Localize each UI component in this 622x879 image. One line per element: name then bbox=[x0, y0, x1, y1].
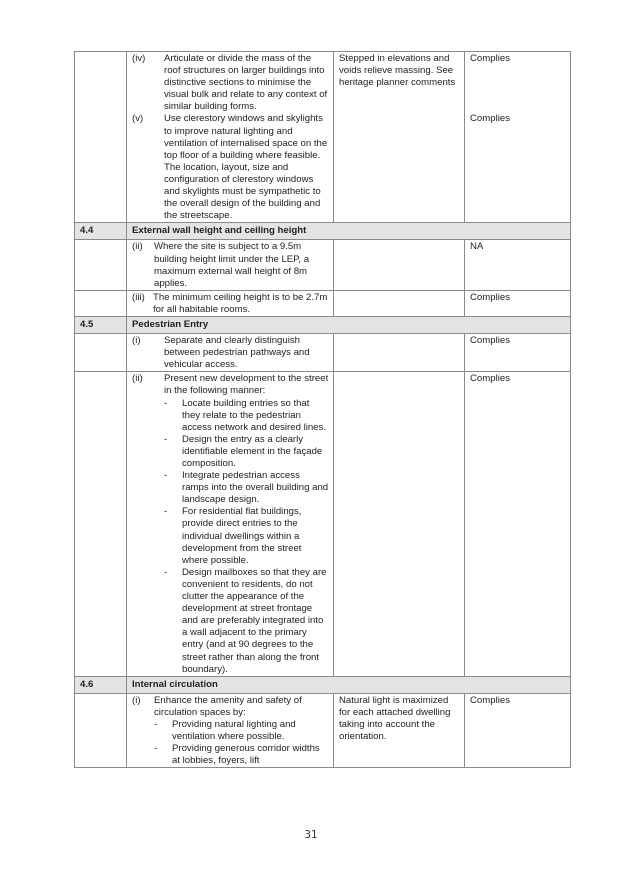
list-item bbox=[132, 53, 329, 113]
status-text: NA bbox=[470, 241, 484, 253]
status-cell bbox=[465, 334, 571, 372]
status-text: Complies bbox=[470, 291, 510, 303]
control-cell bbox=[127, 372, 334, 676]
item-text: Use clerestory windows and skylights to improve natural lighting and ventilation of internalised space on the top floor of a building where feasible. The location, layout, size and configuration of clerestory windows and skylights must be sympathetic to the overall design of the building and the streetscape. bbox=[164, 113, 328, 222]
comment-cell bbox=[334, 693, 465, 768]
section-title: Internal circulation bbox=[127, 676, 571, 693]
comment-cell bbox=[334, 52, 465, 223]
status-cell bbox=[465, 693, 571, 768]
dash-marker: - bbox=[164, 506, 168, 518]
bullet-item: - Providing natural lighting and ventilation where possible. bbox=[154, 718, 296, 743]
list-item bbox=[132, 373, 329, 675]
section-header-row bbox=[75, 676, 571, 693]
status-cell bbox=[465, 52, 571, 223]
section-number: 4.5 bbox=[75, 316, 127, 333]
bullet-item: - For residential flat buildings, provide direct entries to the individual dwellings within a development from the street where possible. bbox=[164, 506, 302, 566]
dash-marker: - bbox=[154, 718, 158, 730]
bullet-list bbox=[154, 719, 329, 767]
control-cell bbox=[127, 52, 334, 223]
status-text: Complies bbox=[470, 335, 510, 347]
bullet-list bbox=[164, 398, 329, 676]
compliance-table bbox=[74, 51, 571, 768]
section-title: Pedestrian Entry bbox=[127, 316, 571, 333]
table-row bbox=[75, 240, 571, 290]
status-text: Complies bbox=[470, 53, 510, 64]
control-cell bbox=[127, 693, 334, 768]
list-item bbox=[132, 695, 329, 768]
table-row bbox=[75, 290, 571, 316]
item-number: (iv) bbox=[132, 53, 146, 64]
control-cell bbox=[127, 290, 334, 316]
dash-marker: - bbox=[154, 743, 158, 755]
item-text: The minimum ceiling height is to be 2.7m for all habitable rooms. bbox=[153, 291, 328, 315]
bullet-item: - Locate building entries so that they relate to the pedestrian access network and desired lines. bbox=[164, 397, 326, 433]
list-item bbox=[132, 241, 329, 289]
bullet-item: - Integrate pedestrian access ramps into the overall building and landscape design. bbox=[164, 470, 329, 506]
clause-number-cell bbox=[75, 52, 127, 223]
list-item bbox=[132, 113, 329, 222]
table-row bbox=[75, 693, 571, 768]
item-number: (ii) bbox=[132, 373, 143, 385]
control-cell bbox=[127, 240, 334, 290]
item-number: (i) bbox=[132, 694, 141, 706]
dash-marker: - bbox=[164, 397, 168, 409]
item-text: Present new development to the street in the following manner: bbox=[164, 373, 329, 397]
section-header-row bbox=[75, 223, 571, 240]
page-number: 31 bbox=[304, 829, 318, 841]
dash-marker: - bbox=[164, 433, 168, 445]
comment-text: Natural light is maximized for each attached dwelling taking into account the orientation. bbox=[339, 694, 451, 743]
section-title: External wall height and ceiling height bbox=[127, 223, 571, 240]
section-number: 4.4 bbox=[75, 223, 127, 240]
item-number: (iii) bbox=[132, 291, 145, 303]
comment-text: Stepped in elevations and voids relieve massing. See heritage planner comments bbox=[339, 53, 456, 89]
item-number: (v) bbox=[132, 113, 144, 125]
status-text: Complies bbox=[470, 113, 510, 125]
item-number: (i) bbox=[132, 335, 141, 347]
table-row bbox=[75, 52, 571, 223]
item-number: (ii) bbox=[132, 241, 143, 253]
dash-marker: - bbox=[164, 566, 168, 578]
section-number: 4.6 bbox=[75, 676, 127, 693]
bullet-item: - Design the entry as a clearly identifiable element in the façade composition. bbox=[164, 433, 323, 469]
status-text: Complies bbox=[470, 694, 510, 706]
table-row bbox=[75, 334, 571, 372]
status-cell bbox=[465, 290, 571, 316]
item-text: Enhance the amenity and safety of circulation spaces by: bbox=[154, 694, 302, 718]
list-item bbox=[132, 335, 329, 371]
bullet-item: - Design mailboxes so that they are convenient to residents, do not clutter the appearance of the development at street frontage and are preferably integrated into a wall adjacent to the primary entry (and at 90 degrees to the street rather than along the front boundary). bbox=[164, 566, 327, 675]
dash-marker: - bbox=[164, 470, 168, 482]
section-header-row bbox=[75, 316, 571, 333]
item-text: Articulate or divide the mass of the roof structures on larger buildings into distinctive sections to minimise the visual bulk and relate to any context of similar building forms. bbox=[164, 53, 328, 113]
control-cell bbox=[127, 334, 334, 372]
status-cell bbox=[465, 240, 571, 290]
table-row bbox=[75, 372, 571, 676]
status-text: Complies bbox=[470, 373, 510, 385]
list-item bbox=[132, 292, 329, 316]
status-cell bbox=[465, 372, 571, 676]
item-text: Where the site is subject to a 9.5m building height limit under the LEP, a maximum external wall height of 8m applies. bbox=[154, 241, 310, 289]
bullet-item: - Providing generous corridor widths at lobbies, foyers, lift bbox=[154, 743, 320, 767]
item-text: Separate and clearly distinguish between pedestrian pathways and vehicular access. bbox=[164, 335, 310, 371]
